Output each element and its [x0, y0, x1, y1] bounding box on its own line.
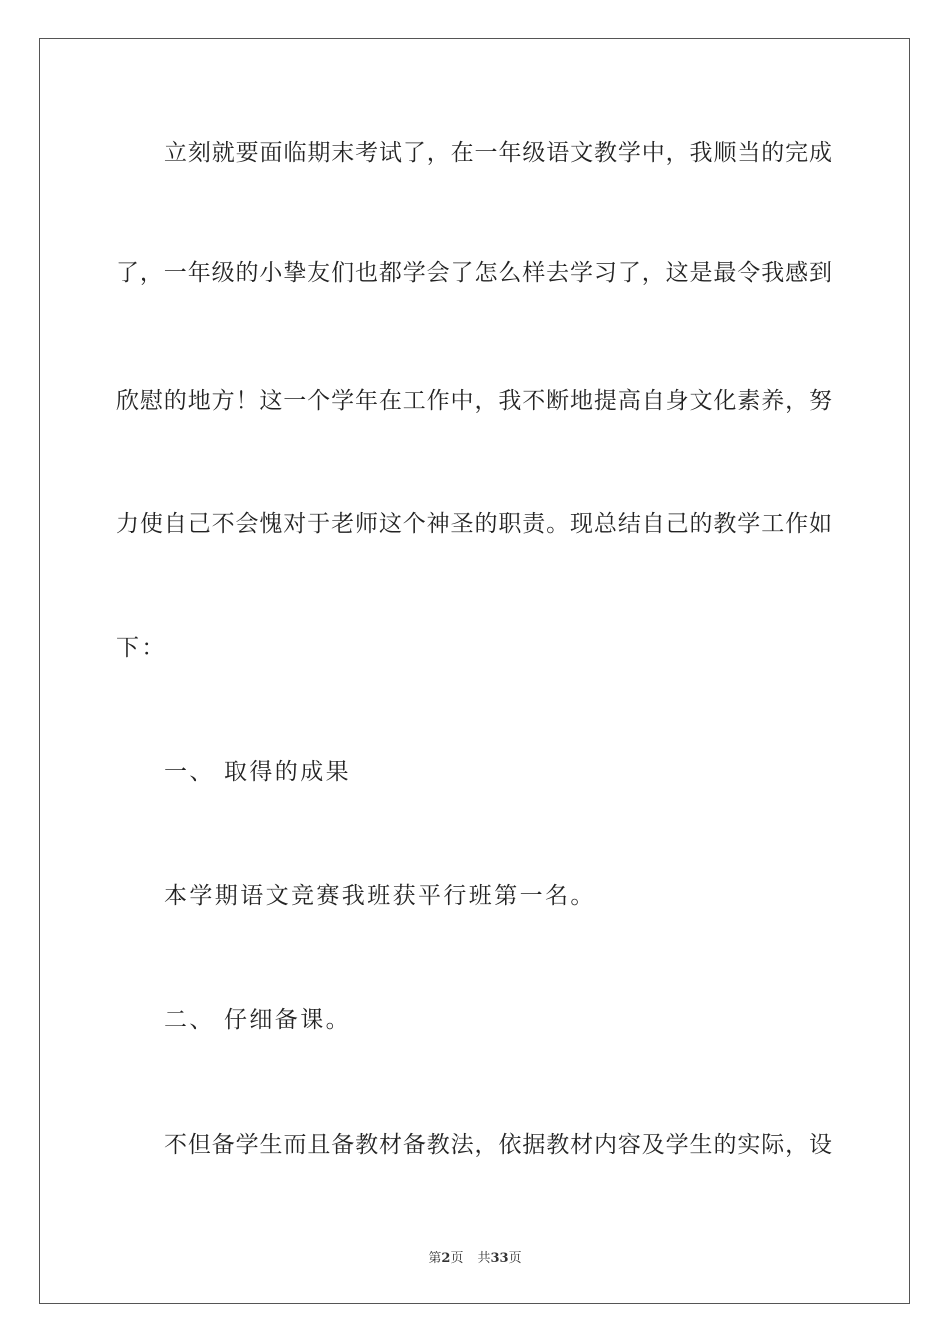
page-footer	[0, 1247, 950, 1266]
paragraph-line: 立刻就要面临期末考试了，在一年级语文教学中，我顺当的完成	[164, 140, 832, 166]
section-number: 一、	[164, 759, 215, 785]
paragraph-line: 了，一年级的小挚友们也都学会了怎么样去学习了，这是最令我感到	[116, 260, 832, 286]
page-prefix: 第	[428, 1251, 442, 1266]
section-heading	[164, 758, 832, 786]
section-title: 仔细备课。	[224, 1007, 351, 1033]
section-body: 本学期语文竞赛我班获平行班第一名。	[164, 883, 596, 909]
paragraph-line: 欣慰的地方！这一个学年在工作中，我不断地提高自身文化素养，努	[116, 388, 832, 414]
section-title: 取得的成果	[224, 759, 351, 785]
current-page-number: 2	[441, 1251, 451, 1266]
section-number: 二、	[164, 1007, 215, 1033]
paragraph-line: 力使自己不会愧对于老师这个神圣的职责。现总结自己的教学工作如	[116, 511, 832, 537]
page-suffix: 页	[450, 1251, 464, 1266]
page-border	[39, 38, 910, 1304]
section-heading	[164, 1006, 832, 1034]
section-body: 不但备学生而且备教材备教法，依据教材内容及学生的实际，设	[164, 1132, 832, 1158]
paragraph-line: 下：	[116, 635, 167, 661]
total-prefix: 共	[477, 1251, 491, 1266]
total-suffix: 页	[508, 1251, 522, 1266]
total-page-count: 33	[490, 1251, 509, 1266]
